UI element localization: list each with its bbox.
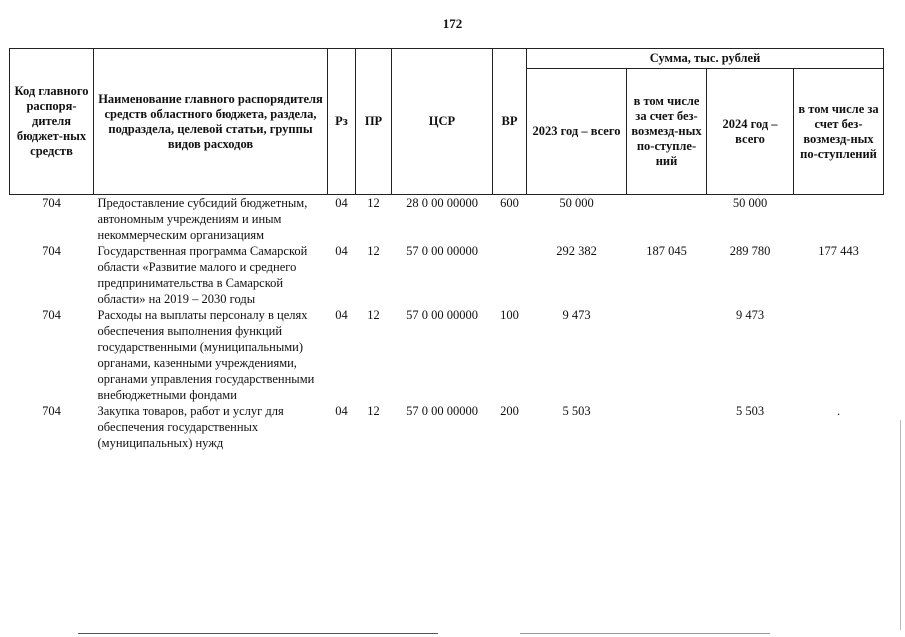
cell-code: 704	[42, 196, 61, 210]
cell-pr: 12	[367, 308, 380, 322]
budget-table	[9, 48, 884, 451]
cell-2024-total: 5 503	[735, 404, 765, 418]
cell-2023-free	[627, 195, 707, 244]
cell-2024-free: .	[836, 404, 841, 418]
cell-pr: 12	[367, 196, 380, 210]
cell-rz: 04	[335, 308, 348, 322]
cell-2024-free	[794, 195, 884, 244]
cell-2023-free	[627, 307, 707, 403]
header-2024-free: в том числе за счет без-возмезд-ных по-ступлений	[794, 69, 884, 195]
cell-name: Расходы на выплаты персоналу в целях обеспечения выполнения функций государственными (муниципальными) органами, казенными учреждениями, органами управления государственными внебюджетными фондами	[97, 308, 315, 402]
cell-2023-total: 292 382	[556, 244, 597, 258]
table-row	[10, 403, 884, 451]
cell-csr: 28 0 00 00000	[406, 196, 478, 210]
cell-2024-free: 177 443	[818, 244, 859, 258]
cell-name: Закупка товаров, работ и услуг для обеспечения государственных (муниципальных) нужд	[97, 404, 284, 450]
cell-rz: 04	[335, 196, 348, 210]
cell-vr: 600	[500, 196, 519, 210]
footer-rule	[78, 633, 438, 634]
cell-2023-free: 187 045	[646, 244, 687, 258]
cell-pr: 12	[367, 404, 380, 418]
cell-2024-free	[794, 307, 884, 403]
header-2023-total: 2023 год – всего	[527, 69, 627, 195]
cell-code: 704	[42, 244, 61, 258]
cell-2023-total: 9 473	[562, 308, 591, 322]
page-number: 172	[442, 16, 463, 31]
table-row	[10, 195, 884, 244]
cell-csr: 57 0 00 00000	[406, 404, 478, 418]
cell-csr: 57 0 00 00000	[406, 244, 478, 258]
header-code: Код главного распоря-дителя бюджет-ных средств	[10, 49, 94, 195]
cell-rz: 04	[335, 244, 348, 258]
cell-name: Государственная программа Самарской области «Развитие малого и среднего предпринимательства в Самарской области» на 2019 – 2030 годы	[97, 244, 308, 306]
cell-vr: 100	[500, 308, 519, 322]
header-pr: ПР	[356, 49, 392, 195]
cell-name: Предоставление субсидий бюджетным, автономным учреждениям и иным некоммерческим организациям	[97, 196, 308, 242]
cell-vr	[493, 243, 527, 307]
cell-2024-total: 50 000	[732, 196, 768, 210]
table-row	[10, 243, 884, 307]
header-vr: ВР	[493, 49, 527, 195]
header-2024-total: 2024 год – всего	[707, 69, 794, 195]
header-name: Наименование главного распорядителя средств областного бюджета, раздела, подраздела, целевой статьи, группы видов расходов	[94, 49, 328, 195]
cell-code: 704	[42, 404, 61, 418]
footer-rule-right	[520, 633, 770, 634]
header-sum-group: Сумма, тыс. рублей	[527, 49, 884, 69]
scan-edge-line	[900, 420, 901, 630]
cell-2023-total: 50 000	[559, 196, 594, 210]
cell-2024-total: 289 780	[729, 244, 771, 258]
cell-code: 704	[42, 308, 61, 322]
cell-pr: 12	[367, 244, 380, 258]
table-row	[10, 307, 884, 403]
cell-csr: 57 0 00 00000	[406, 308, 478, 322]
cell-2024-total: 9 473	[735, 308, 765, 322]
header-csr: ЦСР	[392, 49, 493, 195]
cell-2023-total: 5 503	[562, 404, 591, 418]
cell-rz: 04	[335, 404, 348, 418]
cell-vr: 200	[500, 404, 519, 418]
header-2023-free: в том числе за счет без-возмезд-ных по-ступле-ний	[627, 69, 707, 195]
header-rz: Рз	[328, 49, 356, 195]
cell-2023-free	[627, 403, 707, 451]
